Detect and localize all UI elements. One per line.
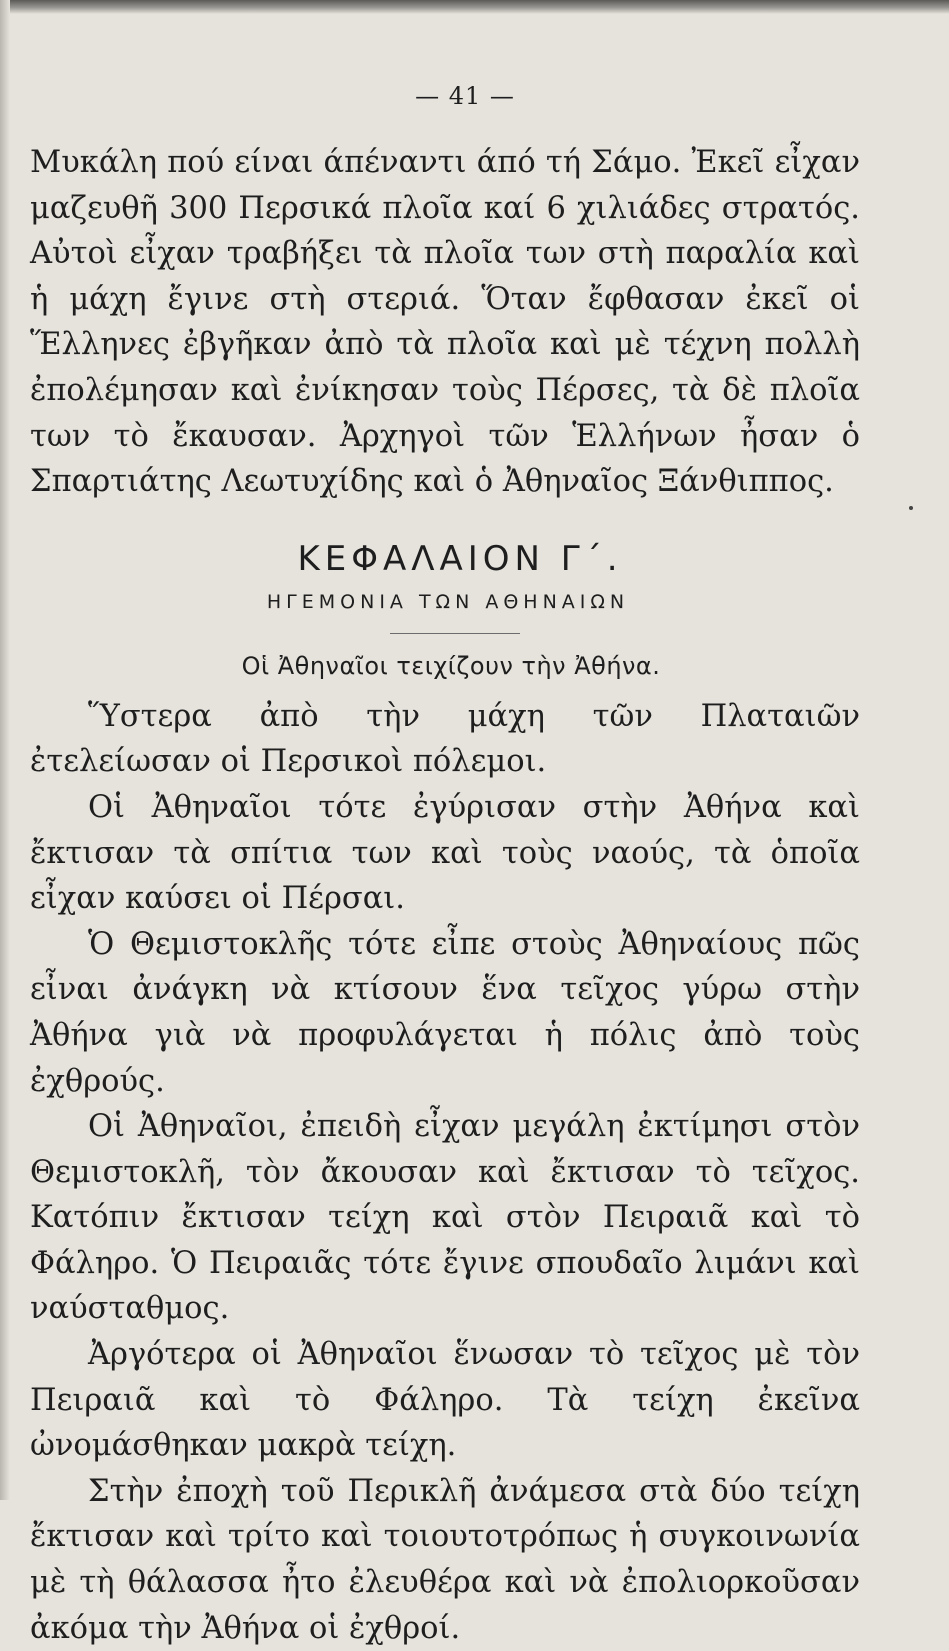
- paragraph: Ὁ Θεμιστοκλῆς τότε εἶπε στοὺς Ἀθηναίους πῶς εἶναι ἀνάγκη νὰ κτίσουν ἕνα τεῖχος γύρω στὴν Ἀθήνα γιὰ νὰ προφυλάγεται ἡ πόλις ἀπὸ τοὺς ἐχθρούς.: [30, 926, 860, 1099]
- book-page: [30, 82, 860, 1651]
- section-heading: Οἱ Ἀθηναῖοι τειχίζουν τὴν Ἀθήνα.: [241, 651, 661, 680]
- page-number: — 41 —: [415, 82, 515, 110]
- paragraph: Οἱ Ἀθηναῖοι τότε ἐγύρισαν στὴν Ἀθήνα καὶ ἔκτισαν τὰ σπίτια των καὶ τοὺς ναούς, τὰ ὁποῖα εἶχαν καύσει οἱ Πέρσαι.: [30, 789, 860, 917]
- paragraph-continuation: Μυκάλη πού είναι άπέναντι άπό τή Σάμο. Ἐκεῖ εἶχαν μαζευθῆ 300 Περσικά πλοῖα καί 6 χιλιάδες στρατός. Αὐτοὶ εἶχαν τραβήξει τὰ πλοῖα των στὴ παραλία καὶ ἡ μάχη ἔγινε στὴ στεριά. Ὅταν ἔφθασαν ἐκεῖ οἱ Ἕλληνες ἐβγῆκαν ἀπὸ τὰ πλοῖα καὶ μὲ τέχνη πολλὴ ἐπολέμησαν καὶ ἐνίκησαν τοὺς Πέρσες, τὰ δὲ πλοῖα των τὸ ἔκαυσαν. Ἀρχηγοὶ τῶν Ἑλλήνων ἦσαν ὁ Σπαρτιάτης Λεωτυχίδης καὶ ὁ Ἀθηναῖος Ξάνθιππος.: [30, 145, 860, 500]
- ink-speck: [909, 506, 913, 510]
- chapter-title: ΚΕΦΑΛΑΙΟΝ Γ΄.: [297, 538, 623, 579]
- chapter-subtitle: ΗΓΕΜΟΝΙΑ ΤΩΝ ΑΘΗΝΑΙΩΝ: [266, 590, 630, 613]
- paragraph: Ὕστερα ἀπὸ τὴν μάχη τῶν Πλαταιῶν ἐτελείωσαν οἱ Περσικοὶ πόλεμοι.: [30, 698, 860, 780]
- paragraph: Στὴν ἐποχὴ τοῦ Περικλῆ ἀνάμεσα στὰ δύο τείχη ἔκτισαν καὶ τρίτο καὶ τοιουτοτρόπως ἡ συγκοινωνία μὲ τὴ θάλασσα ἦτο ἐλευθέρα καὶ νὰ ἐπολιορκοῦσαν ἀκόμα τὴν Ἀθήνα οἱ ἐχθροί.: [30, 1473, 860, 1646]
- scan-top-edge: [0, 0, 949, 14]
- paragraph: Ἀργότερα οἱ Ἀθηναῖοι ἕνωσαν τὸ τεῖχος μὲ τὸν Πειραιᾶ καὶ τὸ Φάληρο. Τὰ τείχη ἐκεῖνα ὠνομάσθηκαν μακρὰ τείχη.: [30, 1337, 860, 1464]
- scan-left-edge: [0, 0, 10, 1500]
- section-divider: [390, 633, 520, 634]
- paragraph: Οἱ Ἀθηναῖοι, ἐπειδὴ εἶχαν μεγάλη ἐκτίμησι στὸν Θεμιστοκλῆ, τὸν ἄκουσαν καὶ ἔκτισαν τὸ τεῖχος. Κατόπιν ἔκτισαν τείχη καὶ στὸν Πειραιᾶ καὶ τὸ Φάληρο. Ὁ Πειραιᾶς τότε ἔγινε σπουδαῖο λιμάνι καὶ ναύσταθμος.: [30, 1109, 860, 1327]
